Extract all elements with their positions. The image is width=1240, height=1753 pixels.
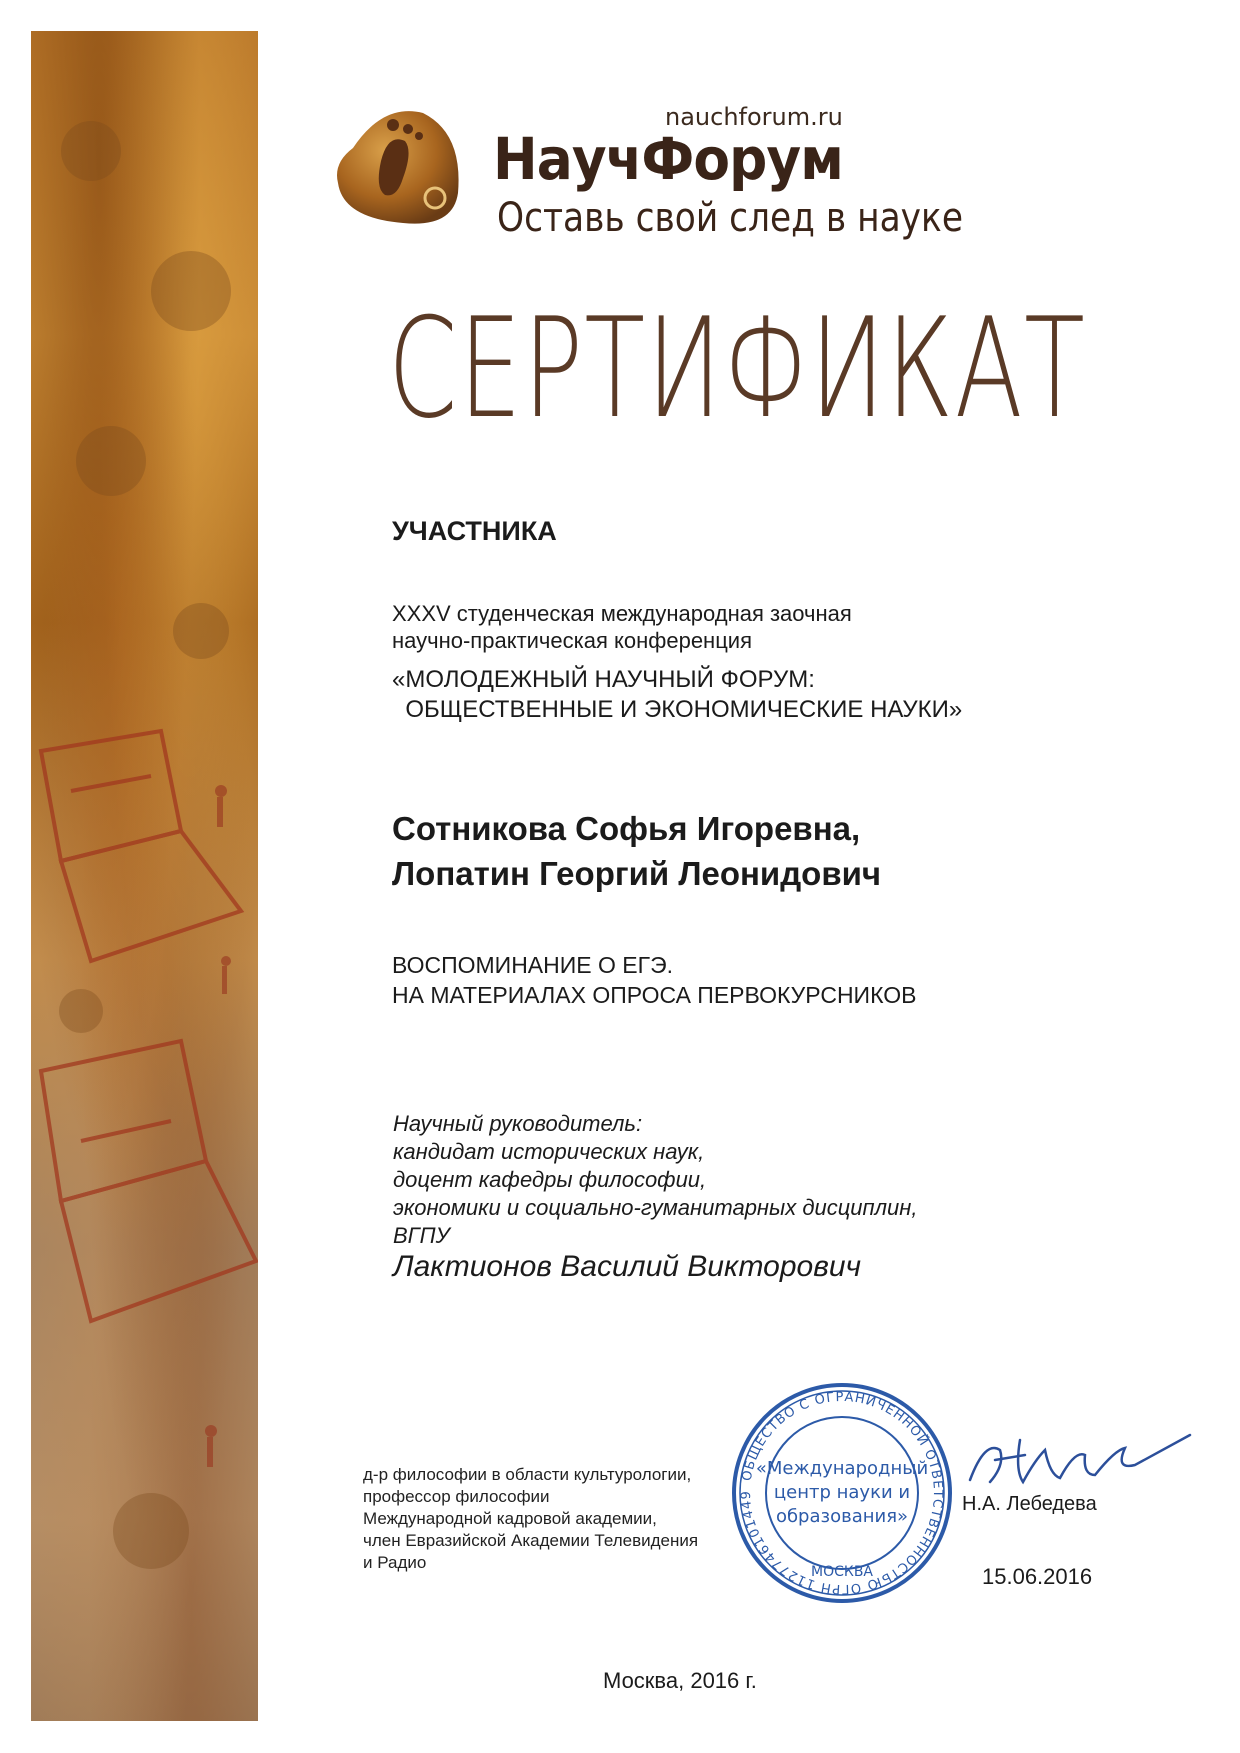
nauchforum-logo [333,103,993,253]
signer-line: профессор философии [363,1487,550,1506]
certificate-title: СЕРТИФИКАТ [388,288,1087,449]
organization-stamp [727,1378,957,1608]
signer-line: д-р философии в области культурологии, [363,1465,692,1484]
signer-credentials [363,1464,698,1574]
supervisor-title: экономики и социально-гуманитарных дисциплин, [393,1195,918,1220]
signer-line: член Евразийской Академии Телевидения [363,1531,699,1550]
logo-tagline: Оставь свой след в науке [497,195,963,241]
conference-line: XXXV студенческая международная заочная [392,601,852,626]
stamp-center-line: «Международный [755,1458,929,1479]
supervisor-title: кандидат исторических наук, [393,1139,705,1164]
city-year: Москва, 2016 г. [603,1668,757,1693]
rock-art-drawing [31,31,258,1721]
paper-topic [392,950,916,1010]
certificate-date: 15.06.2016 [982,1564,1093,1589]
stamp-center-line: центр науки и [773,1482,911,1503]
logo-url: nauchforum.ru [665,103,843,131]
participant-name: Лопатин Георгий Леонидович [392,855,882,892]
signer-name: Н.А. Лебедева [962,1493,1097,1515]
signer-line: Международной кадровой академии, [363,1509,657,1528]
conference-description [392,600,852,654]
supervisor-title: ВГПУ [393,1223,450,1248]
stamp-city: МОСКВА [811,1564,873,1580]
signer-line: и Радио [363,1553,427,1572]
conference-title-line: ОБЩЕСТВЕННЫЕ И ЭКОНОМИЧЕСКИЕ НАУКИ» [392,696,963,723]
conference-line: научно-практическая конференция [392,628,753,653]
stamp-ring-text: ОБЩЕСТВО С ОГРАНИЧЕННОЙ ОТВЕТСТВЕННОСТЬЮ ОГРН 1127746101449 [738,1389,946,1597]
supervisor-title: доцент кафедры философии, [393,1167,707,1192]
conference-title-line: «МОЛОДЕЖНЫЙ НАУЧНЫЙ ФОРУМ: [392,666,815,693]
footprint-logo-icon [333,103,463,233]
participant-names [392,806,881,896]
topic-line: ВОСПОМИНАНИЕ О ЕГЭ. [392,952,674,978]
supervisor-label: Научный руководитель: [393,1111,643,1136]
decorative-side-band [31,31,258,1721]
certificate-subtitle: УЧАСТНИКА [392,516,557,546]
handwritten-signature [965,1420,1195,1500]
supervisor-info [393,1110,918,1250]
stamp-center-line: образования» [775,1506,909,1527]
logo-name: НаучФорум [493,125,843,193]
participant-name: Сотникова Софья Игоревна, [392,810,861,847]
supervisor-name: Лактионов Василий Викторович [393,1250,862,1283]
conference-title [392,665,962,725]
topic-line: НА МАТЕРИАЛАХ ОПРОСА ПЕРВОКУРСНИКОВ [392,982,917,1008]
